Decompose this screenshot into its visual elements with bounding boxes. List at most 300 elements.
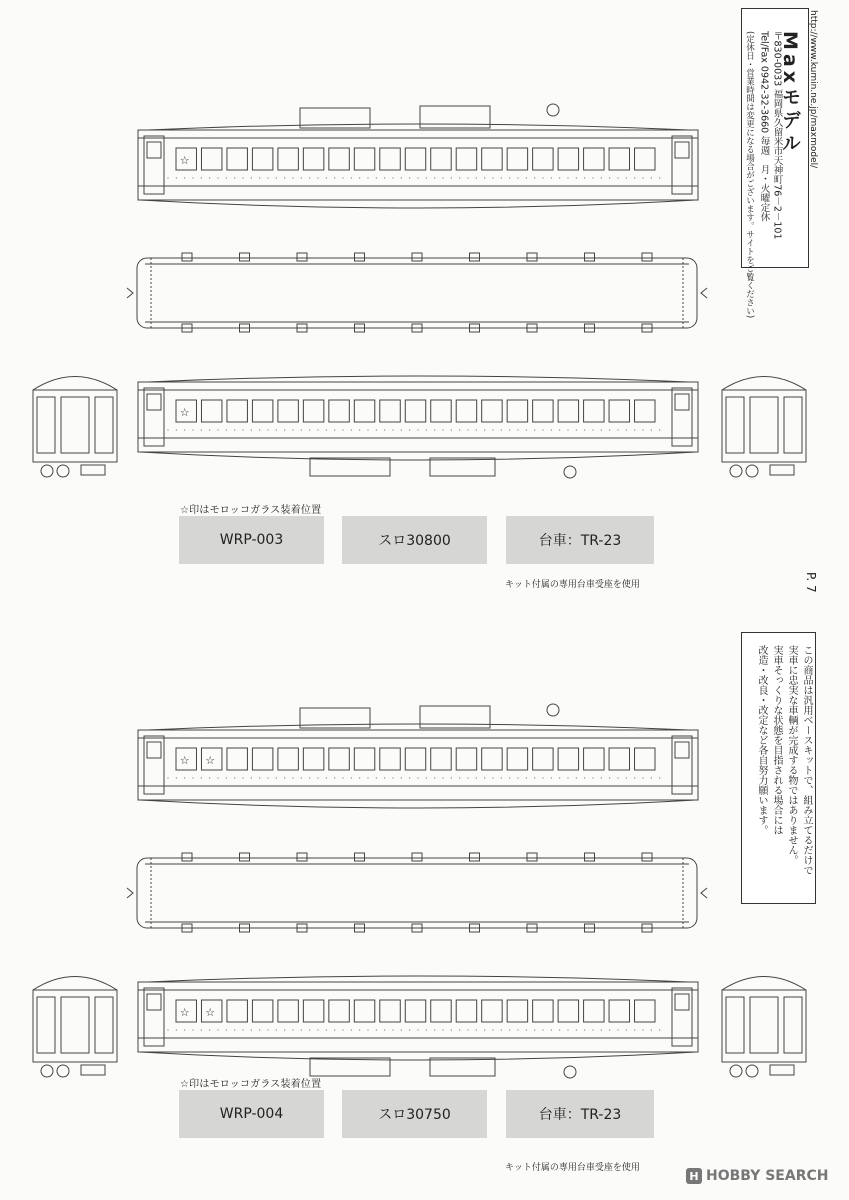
notice-line: 実車に忠実な車輌が完成する物ではありません。	[786, 645, 797, 865]
window	[584, 148, 604, 170]
rivet	[609, 1029, 610, 1030]
window	[507, 748, 527, 770]
window	[609, 148, 629, 170]
page-number: P. 7	[804, 572, 818, 593]
moroccan-glass-star: ☆	[205, 1006, 216, 1019]
rivet	[567, 429, 568, 430]
rivet	[184, 177, 185, 178]
end-panel	[95, 997, 113, 1053]
rivet	[601, 777, 602, 778]
rivet	[442, 177, 443, 178]
wheel	[41, 1065, 53, 1077]
bogie-note: キット付属の専用台車受座を使用	[505, 1163, 640, 1173]
coupler	[127, 288, 133, 298]
rivet	[617, 777, 618, 778]
window	[227, 400, 247, 422]
rivet	[492, 777, 493, 778]
wheel	[41, 465, 53, 477]
coupler-box	[81, 1065, 105, 1075]
rivet	[559, 1029, 560, 1030]
rivet	[251, 177, 252, 178]
window	[635, 1000, 655, 1022]
rivet	[484, 777, 485, 778]
rivet	[292, 777, 293, 778]
rivet	[626, 429, 627, 430]
rivet	[192, 1029, 193, 1030]
end-door-window	[750, 397, 778, 453]
window	[405, 400, 425, 422]
ventilator	[182, 253, 192, 261]
rivet	[601, 177, 602, 178]
rivet	[276, 429, 277, 430]
rivet	[267, 777, 268, 778]
rivet	[467, 177, 468, 178]
rivet	[626, 777, 627, 778]
rivet	[226, 429, 227, 430]
rivet	[542, 1029, 543, 1030]
rivet	[642, 177, 643, 178]
bogie-label: 台車：TR-23	[506, 1090, 654, 1138]
rivet	[309, 429, 310, 430]
roof-line	[148, 976, 688, 982]
end-roof	[722, 977, 806, 991]
rivet	[567, 177, 568, 178]
rivet	[617, 177, 618, 178]
star-note: ☆印はモロッコガラス装着位置	[180, 1079, 322, 1090]
window	[303, 148, 323, 170]
ventilator	[355, 253, 365, 261]
window	[354, 748, 374, 770]
notice-line: 改造・改良・改定など各自努力願います。	[756, 645, 767, 835]
rivet	[367, 429, 368, 430]
coupler	[701, 288, 707, 298]
maker-tel: Tel/Fax 0942-32-3660 毎週 月・火曜定休	[758, 31, 770, 222]
rivet	[259, 177, 260, 178]
window	[431, 400, 451, 422]
rivet	[542, 429, 543, 430]
coupler-box	[770, 1065, 794, 1075]
rivet	[326, 777, 327, 778]
rivet	[609, 429, 610, 430]
rivet	[334, 777, 335, 778]
maker-holiday-note: (定休日・営業時間は変更になる場合がございます。サイトをご覧ください)	[744, 31, 755, 319]
rivet	[284, 777, 285, 778]
rivet	[376, 1029, 377, 1030]
rivet	[576, 777, 577, 778]
window	[329, 400, 349, 422]
window	[252, 748, 272, 770]
rivet	[534, 777, 535, 778]
underframe-curve	[140, 800, 696, 808]
window	[354, 148, 374, 170]
rivet	[642, 429, 643, 430]
rivet	[517, 777, 518, 778]
rivet	[501, 777, 502, 778]
coupler	[127, 888, 133, 898]
rivet	[409, 429, 410, 430]
wheel	[57, 1065, 69, 1077]
rivet	[409, 1029, 410, 1030]
rivet	[234, 177, 235, 178]
door-window	[675, 742, 689, 758]
window	[584, 1000, 604, 1022]
window	[635, 748, 655, 770]
window	[278, 400, 298, 422]
rivet	[342, 777, 343, 778]
rivet	[242, 777, 243, 778]
door-window	[675, 394, 689, 410]
rivet	[567, 777, 568, 778]
window	[533, 1000, 553, 1022]
window	[558, 1000, 578, 1022]
window	[456, 1000, 476, 1022]
rivet	[459, 429, 460, 430]
underframe-curve	[140, 1052, 696, 1060]
rivet	[401, 1029, 402, 1030]
rivet	[551, 429, 552, 430]
rivet	[509, 177, 510, 178]
hobby-search-logo-icon: H	[686, 1168, 702, 1184]
rivet	[242, 177, 243, 178]
rivet	[617, 1029, 618, 1030]
rivet	[526, 1029, 527, 1030]
window	[227, 148, 247, 170]
rivet	[301, 429, 302, 430]
window	[533, 748, 553, 770]
brake-cylinder	[564, 466, 576, 478]
rivet	[192, 777, 193, 778]
rivet	[459, 1029, 460, 1030]
window	[609, 748, 629, 770]
rivet	[367, 1029, 368, 1030]
rivet	[242, 429, 243, 430]
rivet	[267, 429, 268, 430]
rivet	[367, 777, 368, 778]
rivet	[651, 177, 652, 178]
rivet	[584, 1029, 585, 1030]
moroccan-glass-star: ☆	[179, 406, 190, 419]
end-body	[722, 390, 806, 462]
rivet	[167, 777, 168, 778]
rivet	[392, 429, 393, 430]
window	[482, 1000, 502, 1022]
door-window	[147, 994, 161, 1010]
rivet	[376, 777, 377, 778]
rivet	[276, 177, 277, 178]
window	[278, 1000, 298, 1022]
window	[405, 1000, 425, 1022]
rivet	[617, 429, 618, 430]
rivet	[309, 1029, 310, 1030]
end-panel	[726, 997, 744, 1053]
rivet	[201, 777, 202, 778]
rivet	[301, 777, 302, 778]
rivet	[417, 177, 418, 178]
rivet	[501, 1029, 502, 1030]
rivet	[317, 1029, 318, 1030]
rivet	[351, 1029, 352, 1030]
window	[558, 148, 578, 170]
rivet	[326, 429, 327, 430]
rivet	[651, 429, 652, 430]
window	[380, 748, 400, 770]
rivet	[492, 1029, 493, 1030]
rivet	[509, 429, 510, 430]
window	[431, 148, 451, 170]
rivet	[559, 429, 560, 430]
wheel	[57, 465, 69, 477]
rivet	[551, 777, 552, 778]
rivet	[184, 1029, 185, 1030]
rivet	[634, 177, 635, 178]
end-roof	[33, 377, 117, 391]
rivet	[292, 429, 293, 430]
rivet	[259, 777, 260, 778]
rivet	[326, 177, 327, 178]
rivet	[359, 1029, 360, 1030]
ventilator	[182, 853, 192, 861]
rivet	[251, 1029, 252, 1030]
rivet	[317, 429, 318, 430]
window	[584, 400, 604, 422]
rivet	[559, 777, 560, 778]
rivet	[659, 1029, 660, 1030]
window	[507, 1000, 527, 1022]
end-panel	[784, 397, 802, 453]
ventilator	[470, 253, 480, 261]
maker-address: 〒830-0033 福岡県久留米市天神町76－2－101	[771, 31, 783, 240]
end-door-window	[750, 997, 778, 1053]
rivet	[509, 777, 510, 778]
rivet	[384, 777, 385, 778]
rivet	[351, 429, 352, 430]
rivet	[576, 429, 577, 430]
window	[507, 400, 527, 422]
watermark	[686, 1168, 828, 1184]
rivet	[359, 177, 360, 178]
rivet	[534, 177, 535, 178]
window	[329, 748, 349, 770]
watermark-text: HOBBY SEARCH	[706, 1168, 829, 1184]
rivet	[384, 1029, 385, 1030]
rivet	[226, 777, 227, 778]
rivet	[659, 777, 660, 778]
section-drawing	[33, 704, 806, 1078]
rivet	[567, 1029, 568, 1030]
ventilator	[585, 853, 595, 861]
rivet	[167, 177, 168, 178]
rivet	[592, 429, 593, 430]
window	[456, 400, 476, 422]
rivet	[351, 177, 352, 178]
underfloor-box	[310, 1058, 390, 1076]
window	[354, 400, 374, 422]
rivet	[201, 1029, 202, 1030]
rivet	[376, 177, 377, 178]
rivet	[426, 777, 427, 778]
window	[329, 1000, 349, 1022]
rivet	[409, 177, 410, 178]
product-code-label: WRP-003	[179, 516, 324, 564]
window	[584, 748, 604, 770]
rivet	[259, 429, 260, 430]
rivet	[334, 429, 335, 430]
ventilator	[470, 853, 480, 861]
rivet	[209, 1029, 210, 1030]
window	[252, 400, 272, 422]
rivet	[176, 777, 177, 778]
underfloor-box	[310, 458, 390, 476]
end-panel	[37, 997, 55, 1053]
moroccan-glass-star: ☆	[179, 1006, 190, 1019]
end-door-window	[61, 997, 89, 1053]
ventilator	[297, 253, 307, 261]
window	[380, 1000, 400, 1022]
rivet	[217, 429, 218, 430]
window	[635, 400, 655, 422]
end-body	[722, 990, 806, 1062]
window	[482, 400, 502, 422]
window	[609, 1000, 629, 1022]
rivet	[659, 177, 660, 178]
end-panel	[37, 397, 55, 453]
rivet	[501, 177, 502, 178]
rivet	[309, 177, 310, 178]
window	[252, 1000, 272, 1022]
window	[431, 1000, 451, 1022]
rivet	[276, 1029, 277, 1030]
ventilator	[412, 853, 422, 861]
rivet	[634, 1029, 635, 1030]
rivet	[401, 429, 402, 430]
window	[303, 748, 323, 770]
rivet	[409, 777, 410, 778]
rivet	[342, 177, 343, 178]
rivet	[426, 1029, 427, 1030]
rivet	[517, 429, 518, 430]
rivet	[426, 177, 427, 178]
notice-line: 実車そっくりな状態を目指される場合には	[771, 645, 782, 835]
rivet	[176, 429, 177, 430]
window	[558, 400, 578, 422]
window	[533, 148, 553, 170]
wheel	[730, 465, 742, 477]
rivet	[584, 177, 585, 178]
window	[431, 748, 451, 770]
ventilator	[240, 253, 250, 261]
underframe-curve	[140, 452, 696, 460]
underfloor-box	[430, 458, 495, 476]
wheel	[746, 1065, 758, 1077]
rivet	[551, 177, 552, 178]
window	[405, 148, 425, 170]
rivet	[334, 177, 335, 178]
window	[405, 748, 425, 770]
rivet	[542, 777, 543, 778]
rivet	[642, 777, 643, 778]
moroccan-glass-star: ☆	[179, 754, 190, 767]
window	[609, 400, 629, 422]
end-roof	[33, 977, 117, 991]
window	[227, 748, 247, 770]
rivet	[342, 429, 343, 430]
ventilator	[240, 853, 250, 861]
rivet	[659, 429, 660, 430]
rivet	[609, 177, 610, 178]
end-panel	[726, 397, 744, 453]
window	[456, 148, 476, 170]
rivet	[234, 777, 235, 778]
rivet	[517, 1029, 518, 1030]
rivet	[384, 429, 385, 430]
rivet	[392, 1029, 393, 1030]
window	[533, 400, 553, 422]
rivet	[251, 429, 252, 430]
rivet	[267, 177, 268, 178]
ventilator	[527, 253, 537, 261]
rivet	[392, 177, 393, 178]
coupler-box	[81, 465, 105, 475]
door-window	[147, 394, 161, 410]
rivet	[417, 777, 418, 778]
rivet	[459, 777, 460, 778]
rivet	[626, 177, 627, 178]
rivet	[517, 177, 518, 178]
rivet	[209, 177, 210, 178]
window	[380, 400, 400, 422]
door-window	[675, 994, 689, 1010]
rivet	[167, 1029, 168, 1030]
product-code-label: WRP-004	[179, 1090, 324, 1138]
rivet	[501, 429, 502, 430]
rivet	[451, 1029, 452, 1030]
rivet	[392, 777, 393, 778]
rivet	[492, 177, 493, 178]
rivet	[467, 429, 468, 430]
end-door-window	[61, 397, 89, 453]
rivet	[526, 429, 527, 430]
rivet	[417, 429, 418, 430]
rivet	[442, 429, 443, 430]
bogie-label: 台車：TR-23	[506, 516, 654, 564]
rivet	[476, 429, 477, 430]
rivet	[401, 177, 402, 178]
roof-line	[148, 124, 688, 130]
rivet	[601, 429, 602, 430]
rivet	[476, 777, 477, 778]
window	[482, 148, 502, 170]
rivet	[242, 1029, 243, 1030]
window	[303, 400, 323, 422]
rivet	[192, 177, 193, 178]
notice-line: この商品は汎用ベースキットで、組み立てるだけで	[801, 645, 812, 875]
rivet	[542, 177, 543, 178]
brake-cylinder	[564, 1066, 576, 1078]
rivet	[467, 1029, 468, 1030]
door-window	[675, 142, 689, 158]
coupler-box	[770, 465, 794, 475]
rivet	[226, 177, 227, 178]
rivet	[476, 177, 477, 178]
rivet	[484, 1029, 485, 1030]
rivet	[434, 777, 435, 778]
ventilator	[527, 853, 537, 861]
rivet	[176, 1029, 177, 1030]
rivet	[209, 777, 210, 778]
rivet	[451, 429, 452, 430]
rivet	[192, 429, 193, 430]
window	[201, 400, 221, 422]
